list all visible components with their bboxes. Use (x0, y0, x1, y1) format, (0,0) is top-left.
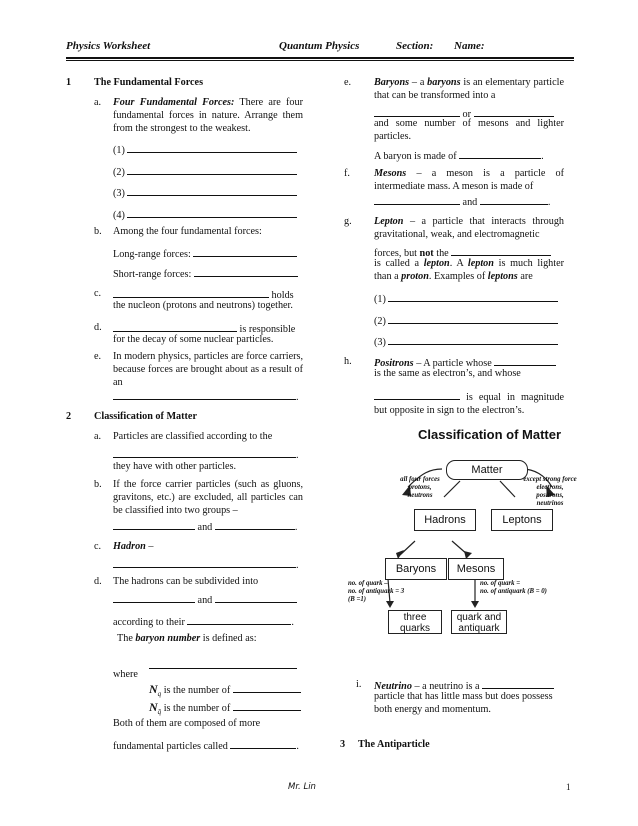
term-baryon-number: baryon number (135, 633, 201, 644)
lepton-1-blank[interactable] (388, 291, 558, 302)
item-1e-label: e. (94, 351, 102, 362)
item-2i-text2: particle that has little mass but does possess both energy and momentum. (374, 691, 553, 715)
section-2-number: 2 (66, 411, 72, 422)
item-1c-text: the nucleon (protons and neutrons) together. (113, 300, 293, 311)
node-three-quarks: three quarks (388, 610, 442, 634)
note-m-line-1: no. of quark = (480, 580, 521, 587)
baryon-made-of-blank[interactable] (459, 148, 541, 159)
item-2e-text2: and some number of mesons and lighter particles. (374, 118, 564, 142)
nqbar-symbol: N (149, 700, 158, 714)
item-2f-text (374, 167, 564, 193)
item-2d-blank-2[interactable] (215, 592, 297, 603)
item-2g-are: are (520, 271, 533, 282)
item-2d-blank-1[interactable] (113, 592, 195, 603)
nq-symbol: N (149, 682, 158, 696)
item-1d-label: d. (94, 322, 102, 333)
baryon-number-def (117, 632, 257, 645)
note-left-line-2: protons, (408, 484, 432, 491)
item-2h-label: h. (344, 356, 352, 367)
according-label: according to their (113, 617, 185, 628)
nqbar-blank[interactable] (233, 700, 301, 711)
note-b-line-2: no. of antiquark = 3 (348, 588, 405, 595)
force-line-3 (113, 185, 297, 200)
section-label: Section: (396, 40, 434, 52)
item-2g-text3 (374, 257, 564, 283)
item-2g-examples: . Examples of (428, 271, 486, 282)
lepton-line-3 (374, 334, 558, 349)
item-2c-period: . (296, 560, 299, 571)
item-2g-called: is called a (374, 258, 419, 269)
item-2c-dash: – (148, 541, 154, 552)
short-range-line (113, 266, 298, 281)
section-1-number: 1 (66, 77, 72, 88)
nq-text: is the number of (163, 685, 231, 696)
connector-matter-leptons-arrow (500, 481, 515, 497)
item-2h-text2: is the same as electron’s, and whose (374, 368, 521, 379)
item-2i-label: i. (356, 679, 362, 690)
item-1e-blank[interactable] (113, 389, 296, 400)
section-3-number: 3 (340, 739, 346, 750)
long-range-blank[interactable] (193, 246, 297, 257)
item-1e-line (113, 389, 299, 404)
footer-author: Mr. Lin (288, 782, 316, 792)
baryon-def-text: is defined as: (202, 633, 257, 644)
item-2c-label: c. (94, 541, 102, 552)
term-four-forces: Four Fundamental Forces: (113, 97, 235, 108)
name-label: Name: (454, 40, 485, 52)
lepton-2-blank[interactable] (388, 313, 558, 324)
item-2e-label: e. (344, 77, 352, 88)
long-range-line (113, 246, 297, 261)
item-2h-text3: is equal in magnitude but opposite in sign to the electron’s. (374, 392, 564, 416)
baryon-made-of-period: . (541, 151, 544, 162)
short-range-blank[interactable] (194, 266, 298, 277)
item-2d-line (113, 592, 297, 607)
item-2e-text (374, 76, 564, 102)
force-1-blank[interactable] (127, 142, 297, 153)
formula-blank[interactable] (149, 658, 297, 669)
item-2h-blank-1[interactable] (494, 355, 556, 366)
term-baryons-2: baryons (427, 77, 461, 88)
item-2d-label: d. (94, 576, 102, 587)
force-3-label: (3) (113, 188, 125, 199)
force-1-label: (1) (113, 145, 125, 156)
header-rule-thin (66, 60, 574, 61)
item-2d-text: The hadrons can be subdivided into (113, 576, 259, 587)
item-2b-and: and (197, 522, 213, 533)
item-2g-proton: proton (401, 271, 429, 282)
topic-title: Quantum Physics (279, 40, 360, 52)
nqbar-subscript: q̄ (157, 708, 162, 717)
item-1b-label: b. (94, 226, 102, 237)
formula-line (149, 658, 297, 673)
item-2e-made-of (374, 148, 544, 163)
worksheet-title: Physics Worksheet (66, 40, 151, 52)
lepton-2-label: (2) (374, 316, 386, 327)
item-2c-line (113, 540, 153, 553)
item-1a-label: a. (94, 97, 102, 108)
according-blank[interactable] (187, 614, 291, 625)
fundamental-label: fundamental particles called (113, 741, 228, 752)
item-2b-blank-2[interactable] (215, 519, 295, 530)
item-2g-lepton-2: lepton (467, 258, 494, 269)
note-baryon-number (348, 580, 424, 604)
baryon-def-the: The (117, 633, 133, 644)
item-2g-label: g. (344, 216, 352, 227)
term-neutrino: Neutrino (374, 681, 412, 692)
item-2g-a: . A (449, 258, 464, 269)
item-2i-body: – a neutrino is a (414, 681, 480, 692)
item-2i-blank[interactable] (482, 678, 554, 689)
item-2h-blank-2[interactable] (374, 389, 460, 400)
note-b-line-1: no. of quark – (348, 580, 388, 587)
node-quark-antiquark: quark and antiquark (451, 610, 507, 634)
force-2-label: (2) (113, 167, 125, 178)
item-2e-blank-1[interactable] (374, 106, 460, 117)
item-2e-dash: – a (411, 77, 425, 88)
note-all-forces (392, 476, 448, 500)
section-2-title: Classification of Matter (94, 411, 197, 422)
item-2f-line (374, 194, 550, 209)
term-baryons: Baryons (374, 77, 410, 88)
force-line-1 (113, 142, 297, 157)
item-1a-body: There are four fundamental forces in nature. Arrange them from the strongest to the weakest. (113, 97, 303, 134)
item-2c-blank-line (113, 557, 299, 572)
item-1d-blank[interactable] (113, 321, 237, 332)
note-m-line-2: no. of antiquark (B = 0) (480, 588, 547, 595)
note-left-line-1: all four forces (400, 476, 440, 483)
note-b-line-3: (B =1) (348, 596, 367, 603)
item-1c-blank[interactable] (113, 287, 269, 298)
item-1c-holds: holds (271, 290, 294, 301)
force-4-blank[interactable] (127, 207, 297, 218)
term-hadron: Hadron (113, 541, 146, 552)
item-2f-blank-2[interactable] (480, 194, 548, 205)
diagram-title: Classification of Matter (418, 427, 562, 442)
where-label: where (113, 669, 138, 680)
force-line-4 (113, 207, 297, 222)
according-period: . (291, 617, 294, 628)
item-2f-body: – a meson is a particle of intermediate mass. A meson is made of (374, 168, 565, 192)
footer-page-number: 1 (566, 782, 571, 792)
item-2c-blank[interactable] (113, 557, 296, 568)
item-2f-and: and (462, 197, 478, 208)
item-2g-the: the (436, 248, 449, 259)
item-1e-text: In modern physics, particles are force carriers, because forces are brought about as a result of an (113, 351, 303, 388)
item-1a-text (113, 96, 303, 135)
section-3-title: The Antiparticle (358, 739, 430, 750)
item-2a-text: Particles are classified according to the (113, 431, 273, 442)
item-2g-not: not (419, 248, 434, 259)
force-line-2 (113, 164, 297, 179)
item-1e-period: . (296, 392, 299, 403)
item-2a-text2: they have with other particles. (113, 461, 237, 472)
item-2d-and: and (197, 595, 213, 606)
lepton-3-label: (3) (374, 337, 386, 348)
item-2h-body: – A particle whose (416, 358, 492, 369)
note-right-line-2: electrons, (536, 484, 564, 491)
arrowhead-quark-antiquark (471, 601, 479, 608)
item-2d-according (113, 614, 294, 629)
nq-subscript: q (157, 690, 162, 699)
note-right-line-1: except strong force (523, 476, 577, 483)
note-left-line-3: neutrons (407, 492, 433, 499)
note-meson-number (480, 580, 576, 596)
item-2a-label: a. (94, 431, 102, 442)
note-except-strong (516, 476, 584, 508)
connector-hadrons-baryons (400, 541, 415, 555)
lepton-3-blank[interactable] (388, 334, 558, 345)
note-right-line-4: neutrinos (536, 500, 564, 507)
item-2g-forces-but: forces, but (374, 248, 417, 259)
item-2b-label: b. (94, 479, 102, 490)
item-1c-label: c. (94, 288, 102, 299)
section-1-title: The Fundamental Forces (94, 77, 204, 88)
item-2a-blank[interactable] (113, 447, 296, 458)
short-range-label: Short-range forces: (113, 269, 192, 280)
fundamental-blank[interactable] (230, 738, 296, 749)
item-1d-text: for the decay of some nuclear particles. (113, 334, 274, 345)
item-2f-blank-1[interactable] (374, 194, 460, 205)
item-1b-text: Among the four fundamental forces: (113, 226, 262, 237)
force-3-blank[interactable] (127, 185, 297, 196)
nqbar-text: is the number of (163, 703, 231, 714)
note-right-line-3: positrons, (536, 492, 564, 499)
item-2f-period: . (547, 197, 551, 208)
term-lepton: Lepton (374, 216, 404, 227)
lepton-1-label: (1) (374, 294, 386, 305)
term-positrons: Positrons (374, 358, 414, 369)
lepton-line-2 (374, 313, 558, 328)
item-2g-blank[interactable] (451, 245, 551, 256)
item-2g-text1 (374, 215, 564, 241)
node-leptons: Leptons (491, 509, 553, 531)
item-2b-text: If the force carrier particles (such as gluons, gravitons, etc.) are excluded, all particles can be classified into two groups – (113, 479, 303, 516)
force-2-blank[interactable] (127, 164, 297, 175)
item-2g-lighter: is much lighter than a (374, 258, 565, 282)
lepton-line-1 (374, 291, 558, 306)
item-2e-or: or (462, 109, 472, 120)
both-composed-text: Both of them are composed of more (113, 718, 261, 729)
item-2e-body: is an elementary particle that can be transformed into a (374, 77, 564, 101)
item-2g-body: – a particle that interacts through gravitational, weak, and electromagnetic (374, 216, 565, 240)
node-mesons: Mesons (448, 558, 504, 580)
header-rule (66, 57, 574, 59)
item-2b-line (113, 519, 297, 534)
item-2h-line3 (374, 389, 564, 417)
long-range-label: Long-range forces: (113, 249, 191, 260)
item-2f-label: f. (344, 168, 350, 179)
item-2a-period: . (296, 450, 299, 461)
baryon-made-of-label: A baryon is made of (374, 151, 457, 162)
node-baryons: Baryons (385, 558, 447, 580)
fundamental-period: . (296, 741, 299, 752)
item-2g-lepton: lepton (423, 258, 450, 269)
node-matter: Matter (446, 460, 528, 480)
item-2b-blank-1[interactable] (113, 519, 195, 530)
nq-line (149, 682, 301, 701)
node-hadrons: Hadrons (414, 509, 476, 531)
item-2b-period: . (294, 522, 298, 533)
item-2e-blank-2[interactable] (474, 106, 554, 117)
term-mesons: Mesons (374, 168, 407, 179)
force-4-label: (4) (113, 210, 125, 221)
item-1d-responsible: is responsible (239, 324, 296, 335)
item-2g-leptons: leptons (487, 271, 518, 282)
fundamental-line (113, 738, 299, 753)
nq-blank[interactable] (233, 682, 301, 693)
